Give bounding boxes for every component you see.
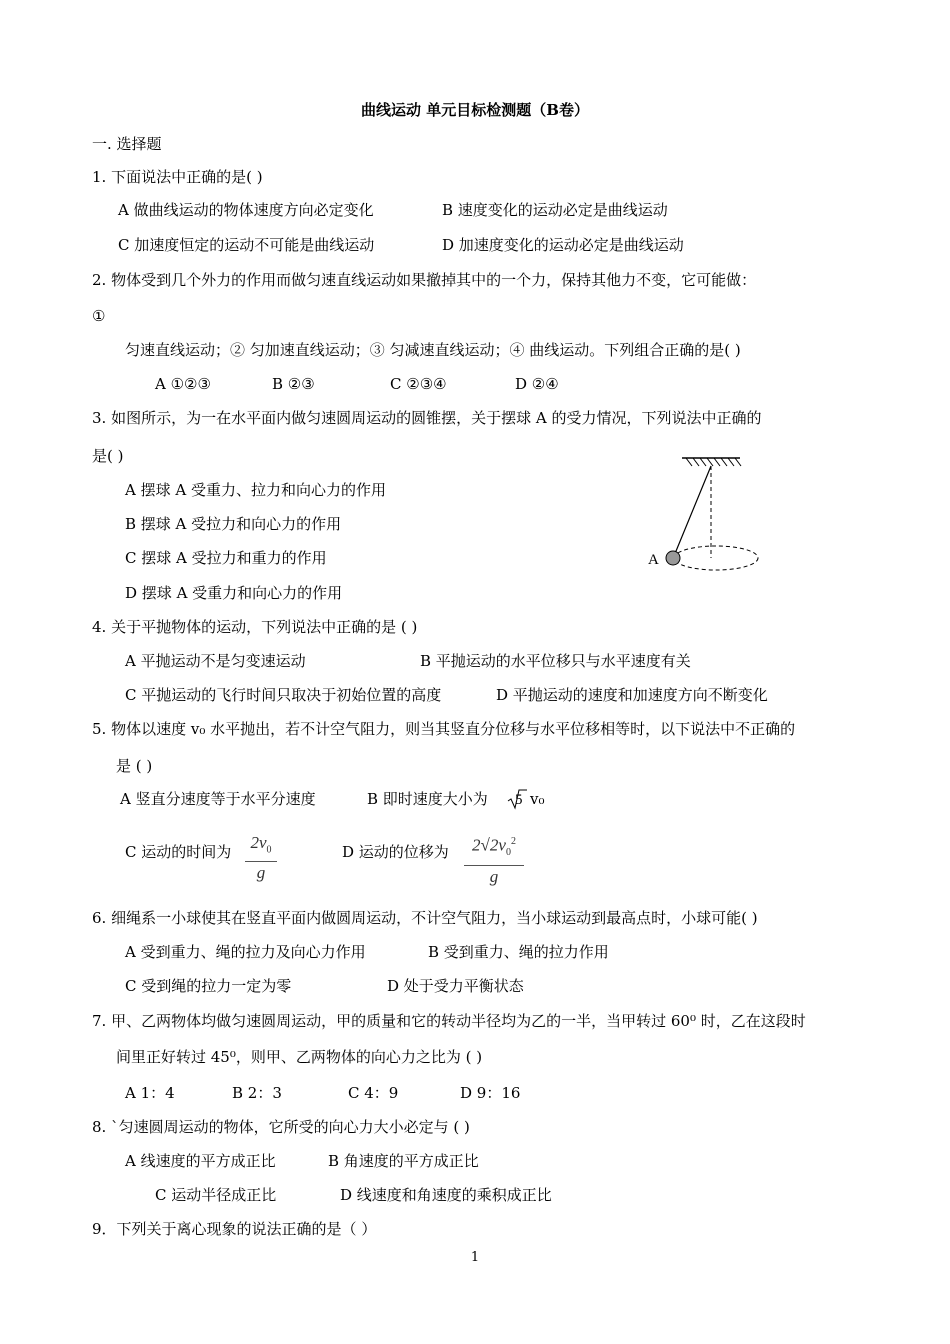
question-1-option-d: D 加速度变化的运动必定是曲线运动 xyxy=(442,236,684,254)
question-4-option-d: D 平抛运动的速度和加速度方向不断变化 xyxy=(496,686,768,704)
ceiling-hatch xyxy=(686,458,741,466)
question-6-option-b: B 受到重力、绳的拉力作用 xyxy=(428,943,609,961)
question-5-option-d: D 运动的位移为 xyxy=(342,843,449,861)
question-7-option-b: B 2：3 xyxy=(232,1084,282,1102)
question-5-option-c: C 运动的时间为 xyxy=(125,843,232,861)
conical-pendulum-figure xyxy=(640,448,770,583)
question-8-option-d: D 线速度和角速度的乘积成正比 xyxy=(340,1186,552,1204)
question-2-circle: ① xyxy=(92,307,106,325)
question-4-option-b: B 平抛运动的水平位移只与水平速度有关 xyxy=(420,652,691,670)
question-7-stem-cont: 间里正好转过 45⁰，则甲、乙两物体的向心力之比为 ( ) xyxy=(116,1048,483,1066)
question-5-stem: 5. 物体以速度 v₀ 水平抛出，若不计空气阻力，则当其竖直分位移与水平位移相等时，以下说法中不正确的 xyxy=(92,720,796,738)
question-5-option-b: B 即时速度大小为 xyxy=(367,790,488,808)
question-5-option-b-unit: v₀ xyxy=(530,790,545,808)
fraction-d-denominator: g xyxy=(489,867,499,887)
pendulum-string xyxy=(674,466,711,556)
question-5-option-a: A 竖直分速度等于水平分速度 xyxy=(120,790,316,808)
question-1-stem: 1. 下面说法中正确的是( ) xyxy=(92,168,263,186)
question-2-option-c: C ②③④ xyxy=(390,375,447,393)
question-7-option-d: D 9：16 xyxy=(460,1084,521,1102)
question-1-option-b: B 速度变化的运动必定是曲线运动 xyxy=(442,201,668,219)
question-8-stem: 8. `匀速圆周运动的物体，它所受的向心力大小必定与 ( ) xyxy=(92,1118,470,1136)
question-2-line2: 匀速直线运动；② 匀加速直线运动；③ 匀减速直线运动；④ 曲线运动。下列组合正确的是( ) xyxy=(125,341,741,359)
question-2-option-d: D ②④ xyxy=(515,375,559,393)
question-1-option-a: A 做曲线运动的物体速度方向必定变化 xyxy=(118,201,374,219)
fraction-c-numerator: 2v xyxy=(250,833,267,852)
sqrt-radicand: 5 xyxy=(515,792,523,808)
question-3-option-a: A 摆球 A 受重力、拉力和向心力的作用 xyxy=(125,481,386,499)
question-7-option-c: C 4：9 xyxy=(348,1084,399,1102)
question-2-stem: 2. 物体受到几个外力的作用而做匀速直线运动如果撤掉其中的一个力，保持其他力不变，它可能做： xyxy=(92,271,757,289)
page-number: 1 xyxy=(470,1250,480,1265)
page-title: 曲线运动 单元目标检测题（B卷） xyxy=(361,101,589,119)
question-3-option-b: B 摆球 A 受拉力和向心力的作用 xyxy=(125,515,342,533)
question-3-option-c: C 摆球 A 受拉力和重力的作用 xyxy=(125,549,327,567)
ball-label: A xyxy=(648,552,659,568)
question-7-option-a: A 1：4 xyxy=(125,1084,175,1102)
section-heading: 一. 选择题 xyxy=(92,135,162,153)
question-6-option-d: D 处于受力平衡状态 xyxy=(387,977,524,995)
question-1-option-c: C 加速度恒定的运动不可能是曲线运动 xyxy=(118,236,375,254)
fraction-d-numerator: 2√2v xyxy=(472,835,506,855)
question-3-stem: 3. 如图所示，为一在水平面内做匀速圆周运动的圆锥摆，关于摆球 A 的受力情况，下列说法中正确的 xyxy=(92,409,762,427)
question-8-option-c: C 运动半径成正比 xyxy=(155,1186,277,1204)
fraction-c-denominator: g xyxy=(256,863,266,883)
question-2-option-b: B ②③ xyxy=(272,375,315,393)
question-3-stem-cont: 是( ) xyxy=(92,447,124,465)
question-6-option-a: A 受到重力、绳的拉力及向心力作用 xyxy=(125,943,366,961)
question-4-option-c: C 平抛运动的飞行时间只取决于初始位置的高度 xyxy=(125,686,442,704)
question-3-option-d: D 摆球 A 受重力和向心力的作用 xyxy=(125,584,343,602)
circular-path xyxy=(674,546,758,570)
pendulum-ball xyxy=(666,551,680,565)
question-2-option-a: A ①②③ xyxy=(155,375,211,393)
fraction-c: $2v_0$ g xyxy=(245,834,277,884)
question-9-stem: 9．下列关于离心现象的说法正确的是（ ） xyxy=(92,1220,377,1238)
question-5-stem-cont: 是 ( ) xyxy=(116,757,153,775)
question-6-option-c: C 受到绳的拉力一定为零 xyxy=(125,977,292,995)
question-4-option-a: A 平抛运动不是匀变速运动 xyxy=(125,652,306,670)
question-4-stem: 4. 关于平抛物体的运动，下列说法中正确的是 ( ) xyxy=(92,618,418,636)
question-8-option-b: B 角速度的平方成正比 xyxy=(328,1152,479,1170)
question-7-stem: 7. 甲、乙两物体均做匀速圆周运动，甲的质量和它的转动半径均为乙的一半，当甲转过 60⁰ 时，乙在这段时 xyxy=(92,1012,806,1030)
question-8-option-a: A 线速度的平方成正比 xyxy=(125,1152,276,1170)
fraction-d: $2√2v_0^2$ g xyxy=(464,832,524,888)
question-6-stem: 6. 细绳系一小球使其在竖直平面内做圆周运动，不计空气阻力，当小球运动到最高点时，小球可能( ) xyxy=(92,909,758,927)
